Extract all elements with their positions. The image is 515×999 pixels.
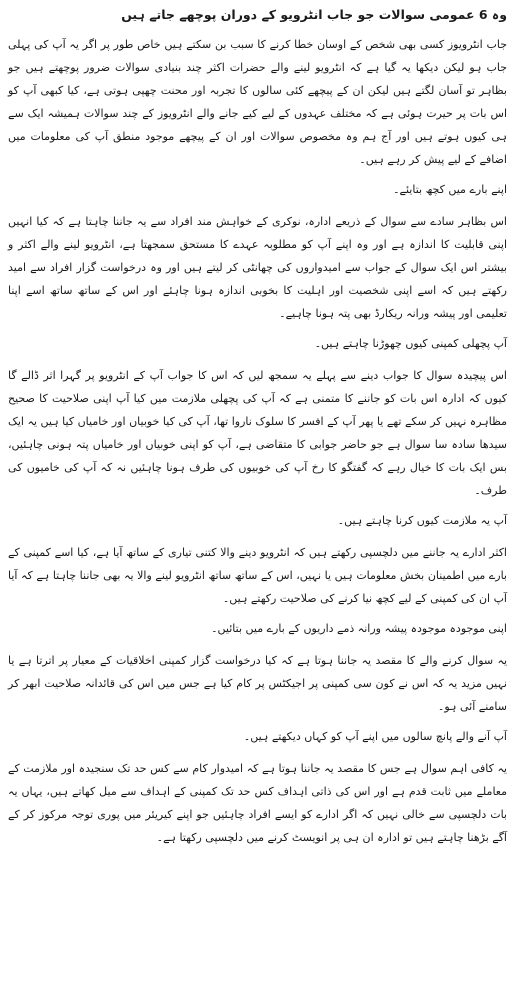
intro-paragraph: جاب انٹرویوز کسی بھی شخص کے اوسان خطا کرنے کا سبب بن سکتے ہیں خاص طور پر اگر یہ آپ کی پہلی جاب ہو لیکن دیکھا یہ گیا ہے کہ انٹرویو لینے والے حضرات اکثر چند بنیادی سوالات ضرور پوچھتے ہیں جو بظاہر تو آسان لگتے ہیں لیکن ان کے پیچھے کئی سالوں کا تجربہ اور محنت چھپی ہوتی ہے، کیا کبھی آپ کو اس بات پر حیرت ہوئی ہے کہ مختلف عہدوں کے لیے کیے جانے والے انٹرویوز کے چند سوالات ہمیشہ ایک سے ہی کیوں ہوتے ہیں اور آج ہم وہ مخصوص سوالات اور ان کے پیچھے موجود منطق آپ کی معلومات میں اضافے کے لیے پیش کر رہے ہیں۔ [8,38,507,166]
question-2: آپ پچھلی کمپنی کیوں چھوڑنا چاہتے ہیں۔ [314,337,507,350]
question-5: آپ آنے والے پانچ سالوں میں اپنے آپ کو کہاں دیکھتے ہیں۔ [243,730,507,743]
answer-5: یہ کافی اہم سوال ہے جس کا مقصد یہ جاننا ہوتا ہے کہ امیدوار کام سے کس حد تک سنجیدہ اور ملازمت کے معاملے میں ثابت قدم ہے اور اس کی ذاتی اہداف کس حد تک کمپنی کے اہداف سے میل کھاتے ہیں، یہاں یہ بات دلچسپی سے خالی نہیں کہ اگر ادارے کو ایسے افراد چاہئیں جو اپنے کیریئر میں پوری توجہ مرکوز کر کے آگے بڑھنا چاہتے ہیں تو ادارہ ان ہی پر انویسٹ کرنے میں دلچسپی رکھتا ہے۔ [8,762,507,844]
answer-3: اکثر ادارے یہ جاننے میں دلچسپی رکھتے ہیں کہ انٹرویو دینے والا کتنی تیاری کے ساتھ آیا ہے، کیا اسے کمپنی کے بارے میں اطمینان بخش معلومات ہیں یا نہیں، اس کے ساتھ ساتھ انٹرویو لینے والا یہ بھی جاننا چاہتا ہے کہ آیا آپ ان کی کمپنی کے لیے کچھ نیا کرنے کی صلاحیت رکھتے ہیں۔ [8,546,507,605]
question-4: اپنی موجودہ موجودہ پیشہ ورانہ ذمے داریوں کے بارے میں بتائیں۔ [211,622,507,635]
question-1: اپنے بارے میں کچھ بتایئے۔ [393,183,507,196]
answer-1: اس بظاہر سادے سے سوال کے ذریعے ادارہ، نوکری کے خواہش مند افراد سے یہ جاننا چاہتا ہے کہ کیا انہیں اپنی قابلیت کا اندازہ ہے اور وہ اپنے آپ کو مطلوبہ عہدے کا مستحق سمجھتا ہے، انٹرویو لینے والے اکثر و بیشتر اس ایک سوال کے جواب سے امیدواروں کی چھانٹی کر لیتے ہیں اور وہ درخواست گزار افراد سے امید رکھتے ہیں کہ اسے اپنی شخصیت اور اہلیت کا بخوبی اندازہ ہونا چاہئے اور اس کے ساتھ ساتھ اسے اپنا تعلیمی اور پیشہ ورانہ ریکارڈ بھی پتہ ہونا چاہیے۔ [8,215,507,320]
article-title: وہ 6 عمومی سوالات جو جاب انٹرویو کے دوران پوچھے جاتے ہیں [121,7,507,22]
answer-2: اس پیچیدہ سوال کا جواب دینے سے پہلے یہ سمجھ لیں کہ اس کا جواب آپ کے انٹرویو پر گہرا اثر ڈالے گا کیوں کہ ادارہ اس بات کو جاننے کا متمنی ہے کہ آپ کی پچھلی ملازمت میں کیا آپ اپنی صلاحیت کا صحیح مظاہرہ نہیں کر سکے تھے یا پھر آپ کے افسر کا سلوک ناروا تھا، آپ کی کیا خوبیاں اور خامیاں کیا ہیں یہ ایک سیدھا سادہ سا سوال ہے جو حاضر جوابی کا متقاضی ہے، آپ کو اپنی خوبیاں اور خامیاں پتہ ہونی چاہئیں، بس ایک بات کا خیال رہے کہ گفتگو کا رخ آپ کی خوبیوں کی طرف ہونا چاہئیں نہ کہ آپ کی خامیوں کی طرف۔ [8,369,507,497]
question-3: آپ یہ ملازمت کیوں کرنا چاہتے ہیں۔ [337,514,507,527]
answer-4: یہ سوال کرنے والے کا مقصد یہ جاننا ہوتا ہے کہ کیا درخواست گزار کمپنی اخلاقیات کے معیار پر اترتا ہے یا نہیں مزید یہ کہ اس نے کون سی کمپنی پر اجیکٹس پر کام کیا ہے جس میں اس کی قائدانہ صلاحیت ابھر کر سامنے آئی ہو۔ [8,654,507,713]
